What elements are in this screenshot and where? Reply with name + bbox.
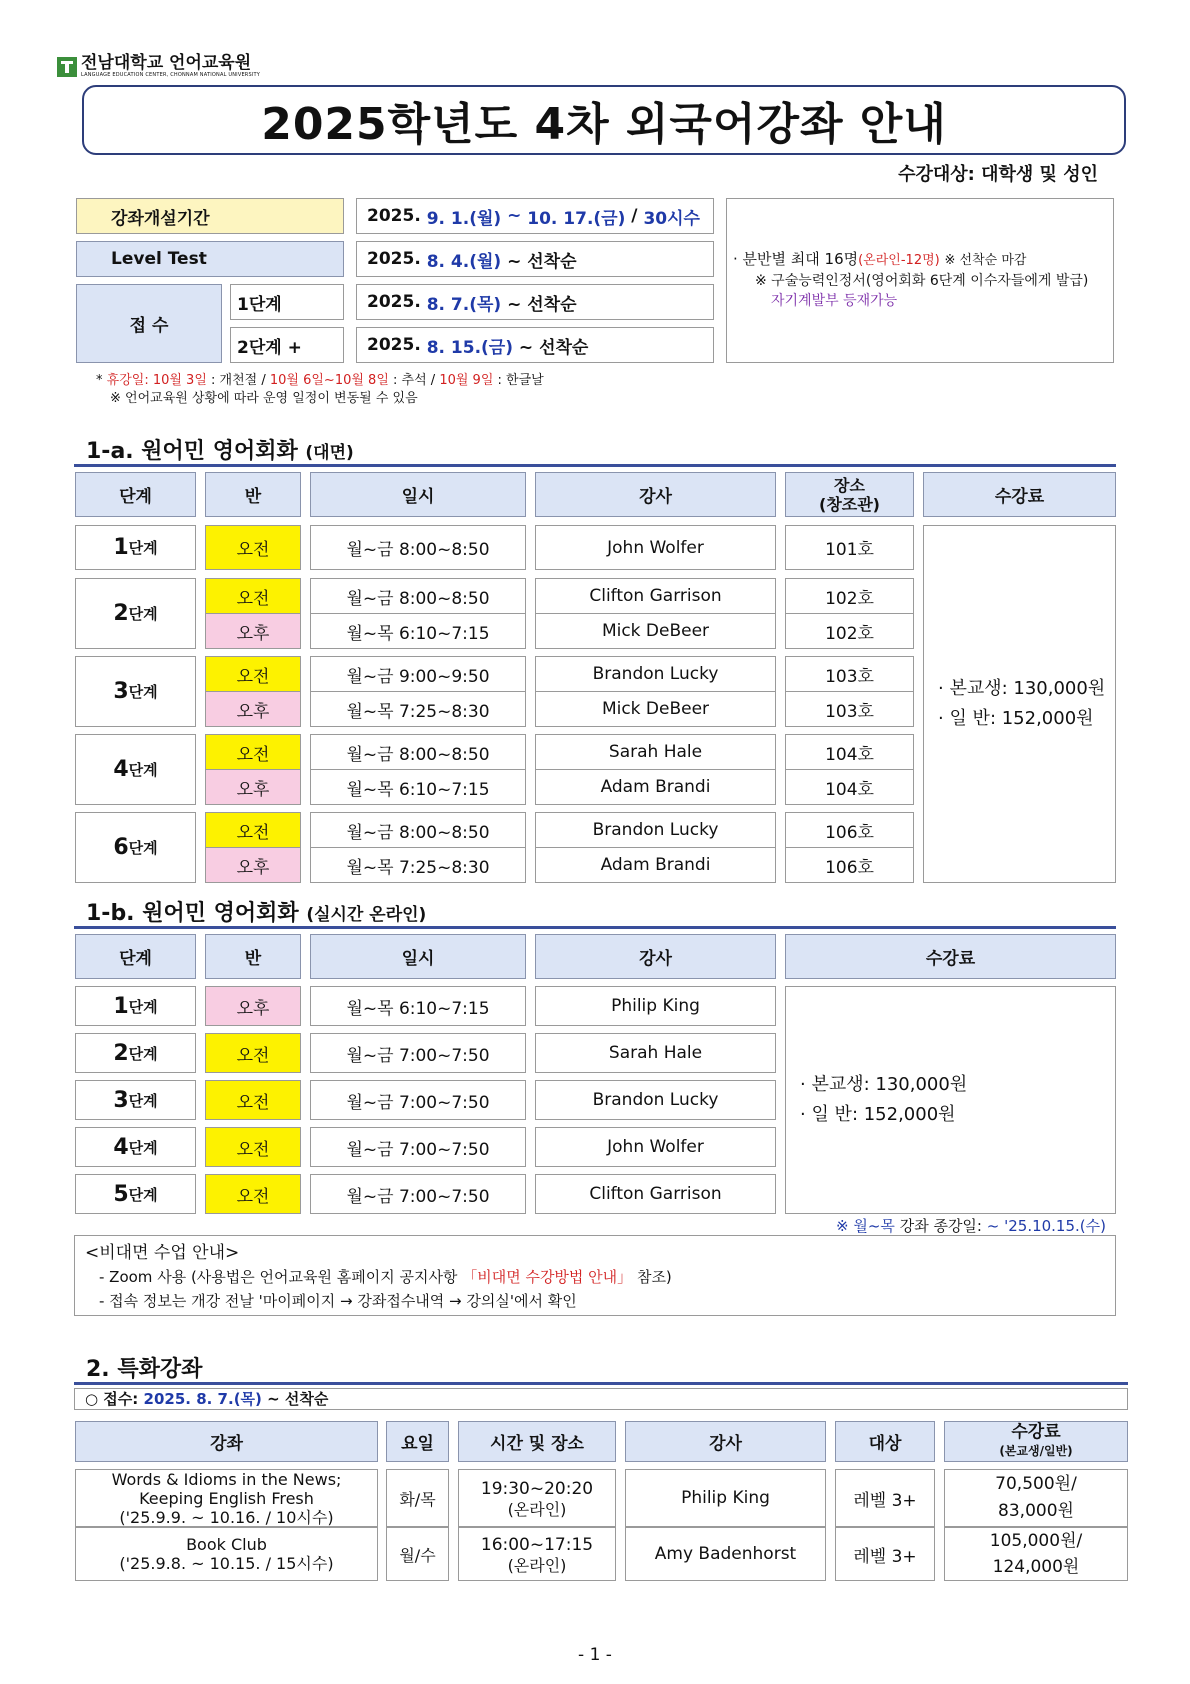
class-cell: 오후 [205, 986, 301, 1026]
fee-cell: 70,500원/ 83,000원 [944, 1469, 1128, 1527]
logo-text: 전남대학교 언어교육원 [81, 53, 252, 73]
period-label: 강좌개설기간 [76, 198, 344, 234]
teacher-cell: John Wolfer [535, 525, 776, 570]
teacher-cell: Sarah Hale [535, 1033, 776, 1073]
time-cell: 월~금 8:00~8:50 월~목 6:10~7:15 [310, 578, 526, 649]
col-level: 단계 [75, 934, 196, 979]
note-max: · 분반별 최대 16명 [733, 250, 859, 268]
col-teacher: 강사 [535, 934, 776, 979]
col-time: 일시 [310, 934, 526, 979]
time-cell: 월~금 8:00~8:50 [310, 525, 526, 570]
teacher-cell: Sarah Hale Adam Brandi [535, 734, 776, 805]
target-cell: 레벨 3+ [835, 1469, 935, 1527]
time-place-cell: 16:00~17:15 (온라인) [458, 1527, 616, 1581]
col-level: 단계 [75, 472, 196, 517]
teacher-cell: John Wolfer [535, 1127, 776, 1167]
room-cell: 104호 104호 [785, 734, 914, 805]
class-cell: 오전 오후 [205, 812, 301, 883]
col-fee: 수강료 [923, 472, 1116, 517]
level-cell: 3 단계 [75, 1080, 196, 1120]
step2-label: 2단계 + [230, 327, 344, 363]
logo-mark-icon [56, 55, 78, 79]
teacher-cell: Philip King [535, 986, 776, 1026]
time-cell: 월~금 8:00~8:50 월~목 6:10~7:15 [310, 734, 526, 805]
time-place-cell: 19:30~20:20 (온라인) [458, 1469, 616, 1527]
room-cell: 103호 103호 [785, 656, 914, 727]
day-cell: 화/목 [386, 1469, 449, 1527]
col-teacher: 강사 [535, 472, 776, 517]
col-teacher: 강사 [625, 1421, 826, 1462]
level-cell: 1 단계 [75, 986, 196, 1026]
section-1b-title: 1-b. 원어민 영어회화 (실시간 온라인) [86, 901, 427, 926]
level-cell: 2 단계 [75, 578, 196, 649]
time-cell: 월~목 6:10~7:15 [310, 986, 526, 1026]
online-notice: <비대면 수업 안내> - Zoom 사용 (사용법은 언어교육원 홈페이지 공지사항 「비대면 수강방법 안내」 참조) - 접속 정보는 개강 전날 '마이페이지 → 강좌접수내역 → 강의실'에서 확인 [74, 1235, 1116, 1316]
teacher-cell: Brandon Lucky [535, 1080, 776, 1120]
holiday-note: * 휴강일: 10월 3일 : 개천절 / 10월 6일~10월 8일 : 추석 / 10월 9일 : 한글날 ※ 언어교육원 상황에 따라 운영 일정이 변동될 수 있음 [96, 373, 544, 406]
teacher-cell: Clifton Garrison [535, 1174, 776, 1214]
class-cell: 오전 [205, 1033, 301, 1073]
col-time-place: 시간 및 장소 [458, 1421, 616, 1462]
class-cell: 오전 오후 [205, 578, 301, 649]
target-audience: 수강대상: 대학생 및 성인 [898, 164, 1098, 185]
end-date-note: ※ 월~목 강좌 종강일: ~ '25.10.15.(수) [836, 1217, 1106, 1235]
period-value: 2025. 9. 1.(월) ~ 10. 17.(금) / 30시수 [356, 198, 714, 234]
level-cell: 5 단계 [75, 1174, 196, 1214]
day-cell: 월/수 [386, 1527, 449, 1581]
section-1b-rule [74, 926, 1116, 929]
level-cell: 1 단계 [75, 525, 196, 570]
course-cell: Words & Idioms in the News; Keeping English Fresh ('25.9.9. ~ 10.16. / 10시수) [75, 1469, 378, 1527]
step1-value: 2025. 8. 7.(목) ~ 선착순 [356, 284, 714, 320]
col-day: 요일 [386, 1421, 449, 1462]
title-frame [82, 85, 1126, 155]
teacher-cell: Clifton Garrison Mick DeBeer [535, 578, 776, 649]
level-cell: 3 단계 [75, 656, 196, 727]
level-cell: 4 단계 [75, 1127, 196, 1167]
level-cell: 2 단계 [75, 1033, 196, 1073]
col-place: 장소 (창조관) [785, 472, 914, 517]
fee-cell: · 본교생: 130,000원 · 일 반: 152,000원 [785, 986, 1116, 1214]
logo [56, 54, 260, 79]
level-test-value: 2025. 8. 4.(월) ~ 선착순 [356, 241, 714, 277]
section-2-apply: ○ 접수: 2025. 8. 7.(목) ~ 선착순 [74, 1388, 1128, 1410]
page-number: - 1 - [578, 1645, 612, 1665]
teacher-cell: Philip King [625, 1469, 826, 1527]
class-cell: 오전 [205, 525, 301, 570]
col-time: 일시 [310, 472, 526, 517]
class-cell: 오전 오후 [205, 656, 301, 727]
class-notes: · 분반별 최대 16명(온라인-12명) ※ 선착순 마감 ※ 구술능력인정서(영어회화 6단계 이수자들에게 발급) 자기계발부 등재가능 [726, 198, 1114, 363]
class-cell: 오전 [205, 1174, 301, 1214]
col-target: 대상 [835, 1421, 935, 1462]
time-cell: 월~금 7:00~7:50 [310, 1127, 526, 1167]
room-cell: 101호 [785, 525, 914, 570]
apply-label: 접 수 [76, 284, 222, 363]
level-test-label: Level Test [76, 241, 344, 277]
time-cell: 월~금 7:00~7:50 [310, 1033, 526, 1073]
online-notice-title: <비대면 수업 안내> [85, 1243, 240, 1263]
fee-cell: · 본교생: 130,000원 · 일 반: 152,000원 [923, 525, 1116, 883]
col-fee: 수강료 [785, 934, 1116, 979]
time-cell: 월~금 7:00~7:50 [310, 1080, 526, 1120]
fee-cell: 105,000원/ 124,000원 [944, 1527, 1128, 1581]
level-cell: 4 단계 [75, 734, 196, 805]
class-cell: 오전 [205, 1080, 301, 1120]
time-cell: 월~금 8:00~8:50 월~목 7:25~8:30 [310, 812, 526, 883]
section-2-title: 2. 특화강좌 [86, 1357, 203, 1382]
time-cell: 월~금 7:00~7:50 [310, 1174, 526, 1214]
col-class: 반 [205, 934, 301, 979]
section-2-rule [74, 1382, 1128, 1385]
course-cell: Book Club ('25.9.8. ~ 10.15. / 15시수) [75, 1527, 378, 1581]
level-cell: 6 단계 [75, 812, 196, 883]
step2-value: 2025. 8. 15.(금) ~ 선착순 [356, 327, 714, 363]
room-cell: 106호 106호 [785, 812, 914, 883]
page-title: 2025학년도 4차 외국어강좌 안내 [261, 99, 947, 150]
teacher-cell: Brandon Lucky Mick DeBeer [535, 656, 776, 727]
col-course: 강좌 [75, 1421, 378, 1462]
section-1a-title: 1-a. 원어민 영어회화 (대면) [86, 439, 354, 464]
teacher-cell: Brandon Lucky Adam Brandi [535, 812, 776, 883]
step1-label: 1단계 [230, 284, 344, 320]
col-class: 반 [205, 472, 301, 517]
class-cell: 오전 오후 [205, 734, 301, 805]
section-1a-rule [74, 464, 1116, 467]
room-cell: 102호 102호 [785, 578, 914, 649]
col-fee: 수강료 (본교생/일반) [944, 1421, 1128, 1462]
teacher-cell: Amy Badenhorst [625, 1527, 826, 1581]
logo-subtext: LANGUAGE EDUCATION CENTER, CHONNAM NATIONAL UNIVERSITY [81, 72, 261, 78]
class-cell: 오전 [205, 1127, 301, 1167]
target-cell: 레벨 3+ [835, 1527, 935, 1581]
time-cell: 월~금 9:00~9:50 월~목 7:25~8:30 [310, 656, 526, 727]
